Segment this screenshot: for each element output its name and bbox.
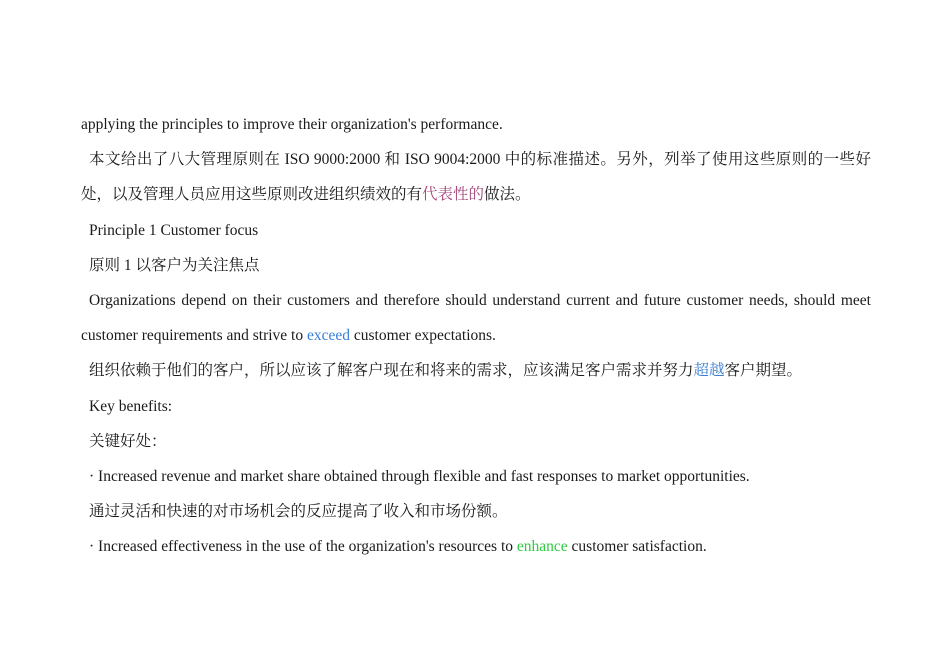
highlighted-term-representative: 代表性的 [422, 186, 485, 204]
benefits-heading-cn-text: 关键好处： [89, 432, 167, 450]
benefit-2-en-text: · Increased effectiveness in the use of the organization's resources to [89, 538, 517, 556]
benefit-1-en [81, 459, 871, 494]
principle-en-text-1: Organizations depend on their customers and therefore should understand current and future customer needs, should meet [89, 291, 871, 309]
highlighted-term-enhance: enhance [516, 538, 568, 556]
benefit-2-en-text-end: customer satisfaction. [567, 538, 707, 556]
principle-heading-cn [81, 248, 871, 283]
benefit-1-cn-text: 通过灵活和快速的对市场机会的反应提高了收入和市场份额。 [89, 503, 508, 521]
principle-cn-text-end: 客户期望。 [724, 362, 803, 380]
cn-intro-line-2 [81, 177, 871, 212]
principle-heading-cn-text: 原则 1 以客户为关注焦点 [89, 256, 260, 274]
principle-en-line-1 [81, 283, 871, 318]
principle-heading-en-text: Principle 1 Customer focus [89, 221, 259, 239]
principle-en-text-2-end: customer expectations. [350, 327, 496, 345]
highlighted-term-surpass: 超越 [693, 362, 725, 380]
benefit-1-en-text: · Increased revenue and market share obtained through flexible and fast responses to market opportunities. [89, 467, 750, 485]
principle-heading-en [81, 213, 871, 248]
benefits-heading-cn [81, 424, 871, 459]
benefit-1-cn [81, 494, 871, 529]
cn-intro-text-1: 本文给出了八大管理原则在 ISO 9000:2000 和 ISO 9004:2000 中的标准描述。另外，列举了使用这些原则的一些好 [89, 151, 871, 169]
intro-tail-text: applying the principles to improve their organization's performance. [81, 116, 503, 133]
highlighted-term-exceed: exceed [306, 327, 351, 345]
document-page [81, 107, 871, 564]
cn-intro-line-1 [81, 142, 871, 177]
benefits-heading-en-text: Key benefits: [89, 397, 173, 415]
cn-intro-text-2-end: 做法。 [484, 186, 531, 204]
principle-cn-text: 组织依赖于他们的客户，所以应该了解客户现在和将来的需求，应该满足客户需求并努力 [89, 362, 694, 380]
intro-tail-paragraph [81, 107, 871, 142]
benefits-heading-en [81, 389, 871, 424]
principle-en-line-2 [81, 318, 871, 353]
principle-cn-line [81, 353, 871, 388]
principle-en-text-2: customer requirements and strive to [81, 327, 307, 345]
cn-intro-text-2: 处，以及管理人员应用这些原则改进组织绩效的有 [81, 186, 423, 204]
benefit-2-en [81, 529, 871, 564]
